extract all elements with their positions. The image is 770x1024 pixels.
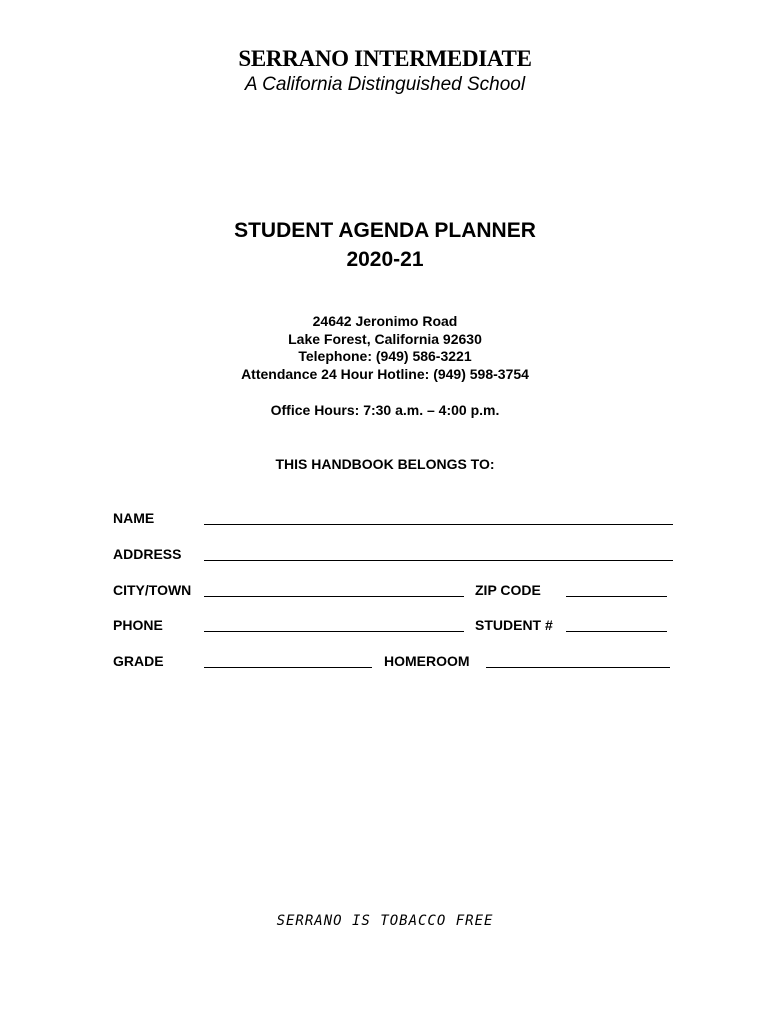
zip-field[interactable] [566, 596, 667, 597]
student-number-label: STUDENT # [475, 617, 553, 633]
street-address: 24642 Jeronimo Road [312, 313, 458, 329]
attendance-hotline: Attendance 24 Hour Hotline: (949) 598-3754 [241, 366, 529, 382]
student-number-field[interactable] [566, 631, 667, 632]
homeroom-label: HOMEROOM [384, 653, 470, 669]
city-field[interactable] [204, 596, 464, 597]
address-field[interactable] [204, 560, 673, 561]
tobacco-free-notice: SERRANO IS TOBACCO FREE [276, 913, 494, 929]
phone-field[interactable] [204, 631, 464, 632]
grade-field[interactable] [204, 667, 372, 668]
name-field[interactable] [204, 524, 673, 525]
school-year: 2020-21 [346, 248, 424, 271]
telephone: Telephone: (949) 586-3221 [298, 348, 472, 364]
city-state-zip: Lake Forest, California 92630 [288, 331, 482, 347]
office-hours: Office Hours: 7:30 a.m. – 4:00 p.m. [270, 402, 500, 418]
address-label: ADDRESS [113, 546, 182, 562]
grade-label: GRADE [113, 653, 164, 669]
homeroom-field[interactable] [486, 667, 670, 668]
school-tagline: A California Distinguished School [244, 74, 526, 95]
belongs-to-heading: THIS HANDBOOK BELONGS TO: [275, 456, 495, 472]
zip-label: ZIP CODE [475, 582, 541, 598]
document-title: STUDENT AGENDA PLANNER [234, 219, 536, 242]
phone-label: PHONE [113, 617, 163, 633]
school-name: SERRANO INTERMEDIATE [238, 46, 532, 71]
name-label: NAME [113, 510, 155, 526]
city-label: CITY/TOWN [113, 582, 192, 598]
